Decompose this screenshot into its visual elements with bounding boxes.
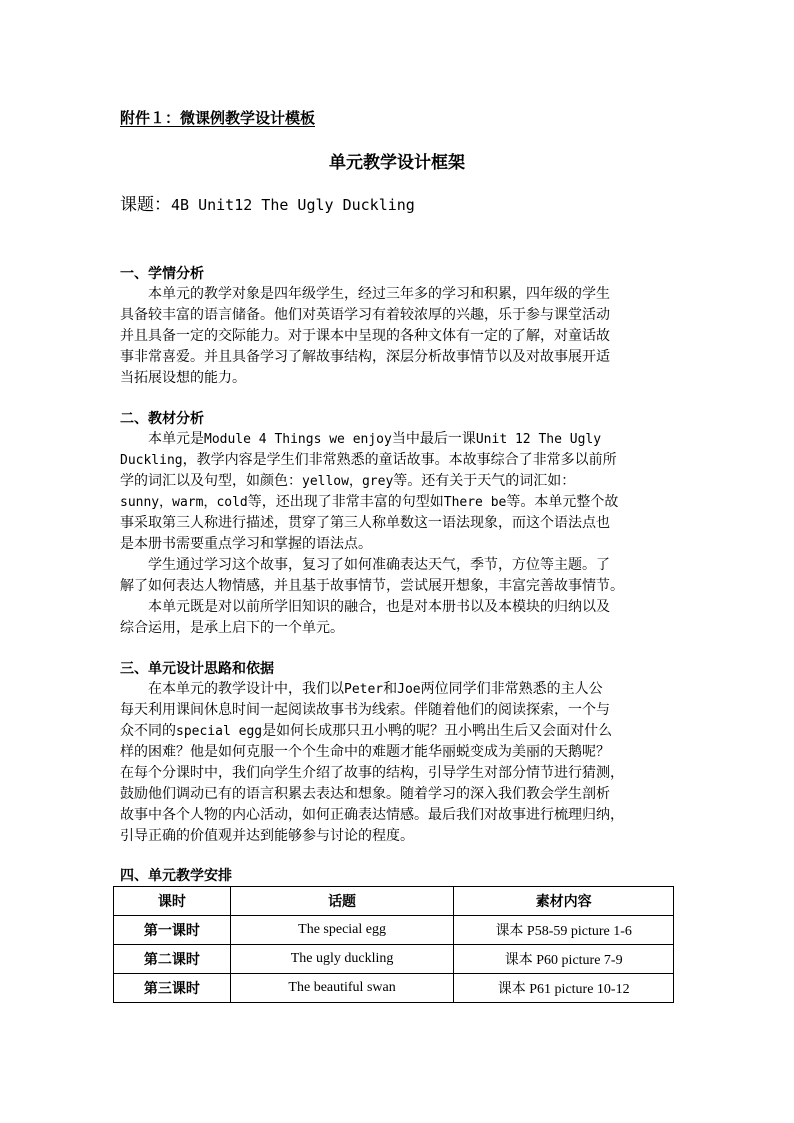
paragraph-line (120, 721, 676, 742)
section-heading: 一、学情分析 (120, 266, 204, 282)
paragraph-line: 故事中各个人物的内心活动，如何正确表达情感。最后我们对故事进行梳理归纳， (120, 807, 624, 823)
text-run: 等，还出现了非常丰富的句型如 (247, 494, 444, 510)
text-run: 等。本单元整个故 (506, 494, 619, 510)
paragraph-line: 是本册书需要重点学习和掌握的语法点。 (120, 536, 372, 552)
text-run: Duckling (120, 453, 183, 468)
section-schedule (120, 866, 676, 886)
paragraph-line: 具备较丰富的语言储备。他们对英语学习有着较浓厚的兴趣，乐于参与课堂活动 (120, 307, 610, 323)
paragraph-line (120, 492, 676, 513)
table-cell: The ugly duckling (230, 945, 454, 974)
text-run: There be (443, 495, 507, 510)
paragraph-line: 事采取第三人称进行描述，贯穿了第三人称单数这一语法现象，而这个语法点也 (120, 515, 610, 531)
text-run: Module 4 Things we enjoy (204, 432, 392, 447)
table-cell: 课本 P60 picture 7-9 (454, 945, 674, 974)
paragraph-line: 并且具备一定的交际能力。对于课本中呈现的各种文体有一定的了解，对童话故 (120, 328, 610, 344)
subject-label: 课题： (120, 195, 171, 215)
paragraph-line: 学生通过学习这个故事，复习了如何准确表达天气，季节，方位等主题。了 (148, 557, 610, 573)
page-title: 单元教学设计框架 (329, 153, 465, 173)
column-header: 课时 (114, 887, 231, 916)
text-run: 两位同学们非常熟悉的主人公 (420, 681, 603, 697)
section-design-rationale (120, 659, 676, 847)
text-run: ，教学内容是学生们非常熟悉的童话故事。本故事综合了非常多以前所 (182, 452, 617, 468)
column-header: 素材内容 (454, 887, 674, 916)
paragraph-line: 事非常喜爱。并且具备学习了解故事结构，深层分析故事情节以及对故事展开适 (120, 349, 610, 365)
paragraph-line: 解了如何表达人物情感，并且基于故事情节，尝试展开想象，丰富完善故事情节。 (120, 578, 624, 594)
text-run: 众不同的 (120, 723, 176, 739)
text-run: 当中最后一课 (391, 431, 476, 447)
text-run: 是如何长成那只丑小鸭的呢？丑小鸭出生后又会面对什么 (262, 723, 613, 739)
paragraph-line: 当拓展设想的能力。 (120, 370, 246, 386)
paragraph-line: 本单元既是对以前所学旧知识的融合，也是对本册书以及本模块的归纳以及 (148, 599, 610, 615)
column-header: 话题 (230, 887, 454, 916)
text-run: 在本单元的教学设计中，我们以 (148, 681, 344, 697)
table-header-row (114, 887, 674, 916)
section-heading: 三、单元设计思路和依据 (120, 661, 274, 677)
attachment-label: 附件１：微课例教学设计模板 (120, 109, 316, 127)
text-run: special egg (176, 724, 263, 739)
paragraph-line: 在每个分课时中，我们向学生介绍了故事的结构，引导学生对部分情节进行猜测， (120, 765, 624, 781)
section-learner-analysis (120, 264, 676, 389)
subject-value: 4B Unit12 The Ugly Duckling (171, 196, 415, 214)
table-cell: 课本 P61 picture 10-12 (454, 974, 674, 1003)
paragraph-line: 每天利用课间休息时间一起阅读故事书为线索。伴随着他们的阅读探索，一个与 (120, 702, 610, 718)
text-run: sunny，warm，cold (120, 495, 248, 510)
table-row (114, 945, 674, 974)
lesson-subject (120, 190, 415, 215)
text-run: 等。还有关于天气的词汇如： (393, 473, 576, 489)
paragraph-line: 鼓励他们调动已有的语言积累去表达和想象。随着学习的深入我们教会学生剖析 (120, 786, 610, 802)
table-cell: 第二课时 (114, 945, 231, 974)
text-run: yellow，grey (302, 474, 394, 489)
paragraph-line (120, 471, 676, 492)
text-run: Unit 12 The Ugly (475, 432, 602, 447)
section-heading: 二、教材分析 (120, 411, 204, 427)
table-cell: The special egg (230, 916, 454, 945)
table-row (114, 974, 674, 1003)
paragraph-line: 引导正确的价值观并达到能够参与讨论的程度。 (120, 828, 414, 844)
schedule-table (113, 886, 674, 1003)
paragraph-line: 综合运用，是承上启下的一个单元。 (120, 620, 344, 636)
table-cell: 第三课时 (114, 974, 231, 1003)
paragraph-line: 本单元的教学对象是四年级学生，经过三年多的学习和积累，四年级的学生 (148, 286, 610, 302)
paragraph-line (120, 679, 676, 700)
section-heading: 四、单元教学安排 (120, 868, 232, 884)
table-cell: 课本 P58-59 picture 1-6 (454, 916, 674, 945)
section-material-analysis (120, 409, 676, 639)
text-run: Joe (397, 682, 421, 697)
table-cell: 第一课时 (114, 916, 231, 945)
table-row (114, 916, 674, 945)
text-run: 学的词汇以及句型，如颜色： (120, 473, 302, 489)
text-run: Peter (344, 682, 384, 697)
paragraph-line (120, 429, 676, 450)
paragraph-line (120, 450, 676, 471)
text-run: 本单元是 (148, 431, 204, 447)
text-run: 和 (383, 681, 398, 697)
paragraph-line: 样的困难？他是如何克服一个个生命中的难题才能华丽蜕变成为美丽的天鹅呢？ (120, 744, 610, 760)
table-cell: The beautiful swan (230, 974, 454, 1003)
